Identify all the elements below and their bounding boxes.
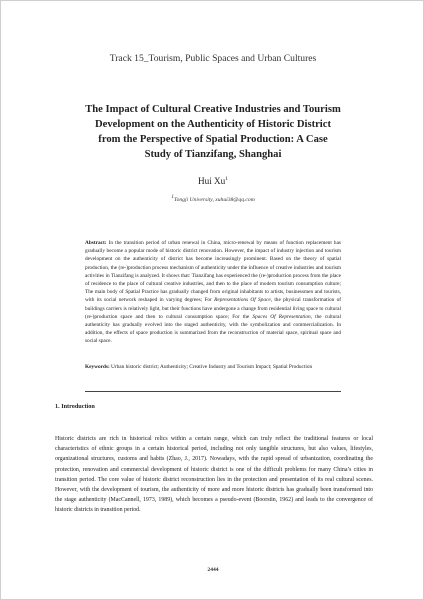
keywords-text: Urban historic district; Authenticity; Creative Industry and Tourism Impact; Spatial Production <box>109 364 313 370</box>
author-line <box>1 176 424 186</box>
paper-title: The Impact of Cultural Creative Industries and Tourism Development on the Authenticity of Historic District from the Perspective of Spatial Production: A Case Study of Tianzifang, Shanghai <box>85 104 341 160</box>
author-name: Hui Xu <box>197 176 226 187</box>
affiliation-line <box>1 194 424 203</box>
author-affiliation-mark: 1 <box>225 176 229 182</box>
abstract-text-2: , the physical transformation of buildings carriers is relatively light, but their functions have undergone a change from residential living space to cultural (re-)production space and then to cultural consumption space; For the <box>85 297 342 320</box>
introduction-paragraph: Historic districts are rich in historical relics within a certain range, which can truly reflect the traditional features or local characteristics of ethnic groups in a certain historical period, including not only tangible structures, but also values, lifestyles, organizational structures, customs and habits (Zhao, J., 2017). Nowadays, with the rapid spread of urbanization, coordinating the protection, renovation and commercial development of historic district is one of the difficult problems for many China’s cities in transition period. The core value of historic district reconstruction lies in the protection and presentation of its real cultural scenes. However, with the development of tourism, the authenticity of more and more historic districts has gradually been transformed into the stage authenticity (MacCannell, 1973, 1989), which becomes a pseudo-event (Boorstin, 1962) and leads to the convergence of historic districts in transition period. <box>55 436 373 514</box>
abstract <box>85 239 341 346</box>
affiliation-mark: 1 <box>171 194 174 200</box>
abstract-italic-1: Representations Of Space <box>214 297 271 304</box>
page-number: 2444 <box>207 567 219 573</box>
section-heading-introduction: 1. Introduction <box>55 403 95 410</box>
keywords-label: Keywords: <box>85 364 110 370</box>
keywords <box>85 363 341 371</box>
section-divider <box>85 391 341 392</box>
abstract-label: Abstract: <box>85 240 107 246</box>
abstract-italic-2: Spaces Of Representation <box>252 313 311 320</box>
abstract-text-3: , the cultural authenticity has gradually evolved into the staged authenticity, with the symbolization and commercialization. In addition, the effects of space production is summarized from the reconstruction of material space, spiritual space and social space. <box>85 313 342 345</box>
abstract-text-1: In the transition period of urban renewal in China, micro-renewal by means of function replacement has gradually become a popular mode of historic district renovation. However, the impact of industry injection and tourism development on the authenticity of district has become increasingly prominent. Based on the theory of spatial production, the (re-)production process mechanism of authenticity under the influence of creative industries and tourism activities in Tianzifang is analyzed. It shows that: Tianzifang has experienced the (re-)production process from the place of residence to the place of cultural creative industries, and then to the place of modern tourism consumption culture; The main body of Spatial Practice has gradually changed from original inhabitants to artists, businessmen and tourists, with its social network reshaped in varying degrees; For <box>85 240 341 304</box>
affiliation-text: Tongji University, xuhui38@qq.com <box>173 196 255 203</box>
track-header: Track 15_Tourism, Public Spaces and Urban Cultures <box>109 53 317 64</box>
